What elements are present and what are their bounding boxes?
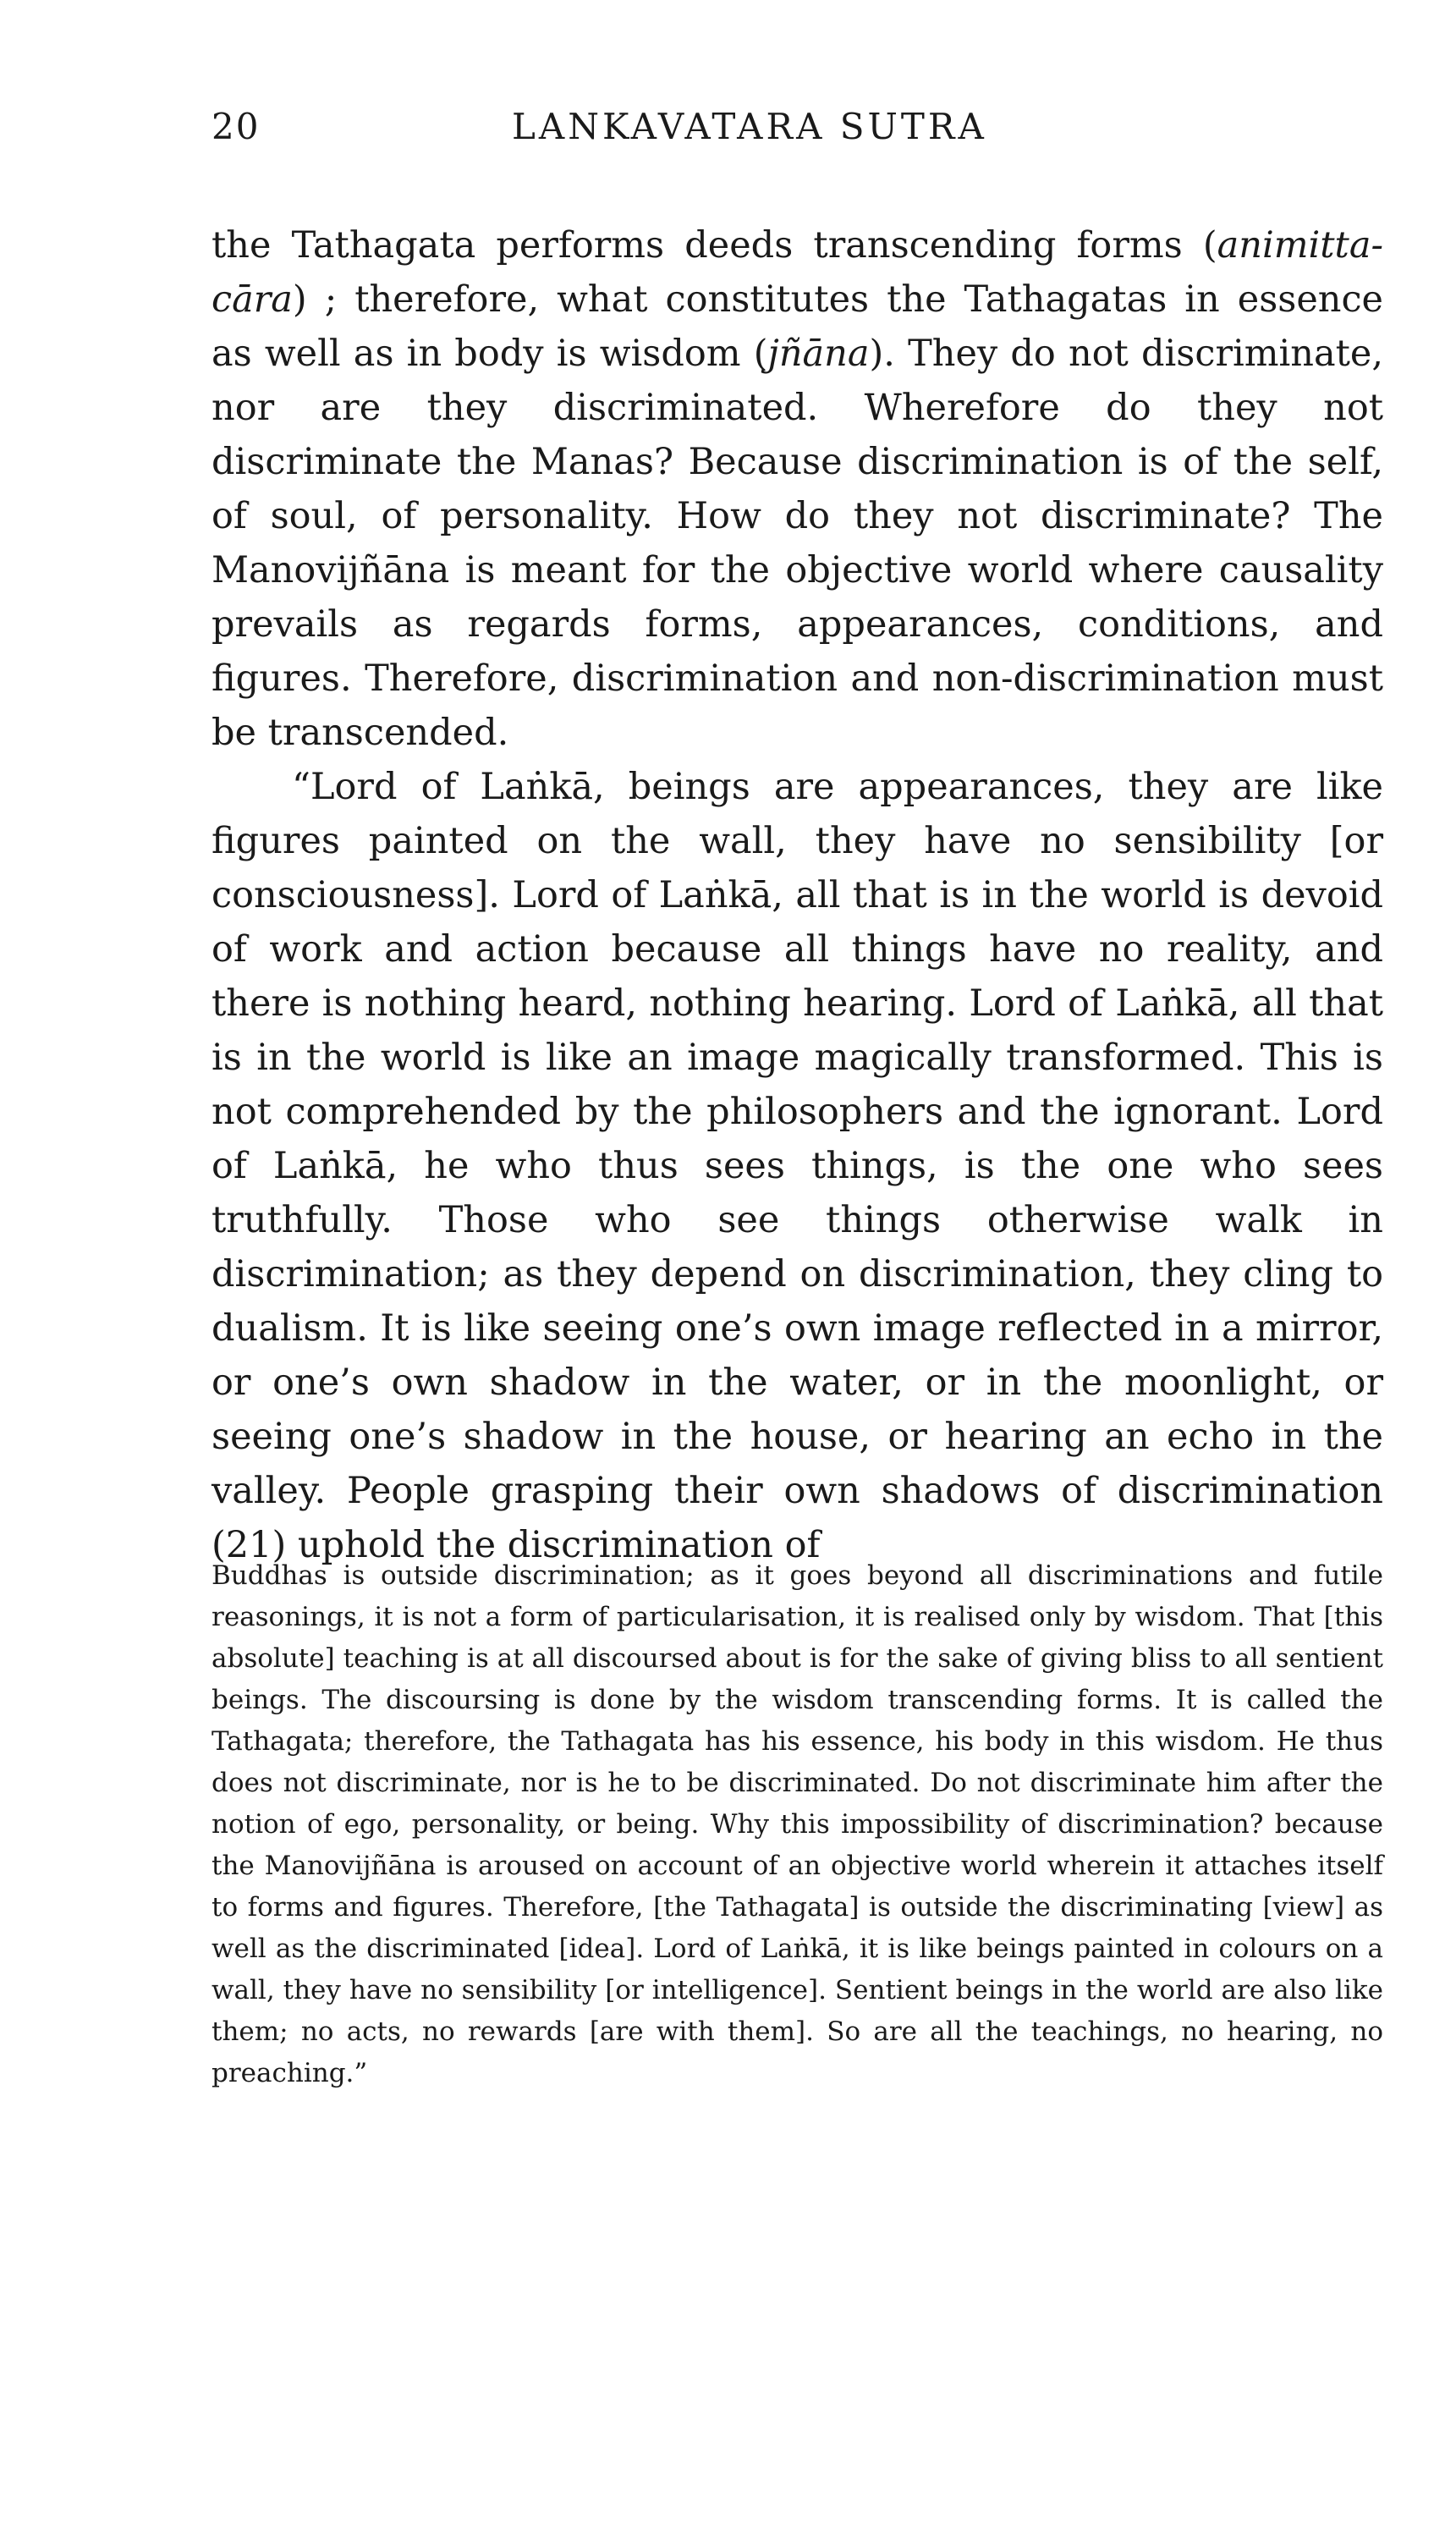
paragraph-1-part-b: ) ; therefore, what constitutes the Tathagatas in essence as well as in body is wisdom ( xyxy=(212,278,1383,375)
paragraph-1-part-c: ). They do not discriminate, nor are they discriminated. Wherefore do they not discriminate the Manas? Because discrimination is of the self, of soul, of personality. How do they not discriminate? The Manovijñāna is meant for the objective world where causality prevails as regards forms, appearances, conditions, and figures. Therefore, discrimination and non-discrimination must be transcended. xyxy=(212,333,1384,754)
page-number: 20 xyxy=(212,106,261,147)
paragraph-1 xyxy=(212,218,1383,760)
main-text xyxy=(212,218,1383,1572)
term-jnana: jñāna xyxy=(767,333,870,375)
book-title: LANKAVATARA SUTRA xyxy=(512,106,987,147)
running-head xyxy=(212,106,1396,157)
term-animitta-cara: animitta-cāra xyxy=(212,224,1383,321)
paragraph-2: “Lord of Laṅkā, beings are appearances, they are like figures painted on the wall, they have no sensibility [or consciousness]. Lord of Laṅkā, all that is in the world is devoid of work and action because all things have no reality, and there is nothing heard, nothing hearing. Lord of Laṅkā, all that is in the world is like an image magically transformed. This is not comprehended by the philosophers and the ignorant. Lord of Laṅkā, he who thus sees things, is the one who sees truthfully. Those who see things otherwise walk in discrimination; as they depend on discrimination, they cling to dualism. It is like seeing one’s own image reflected in a mirror, or one’s own shadow in the water, or in the moonlight, or seeing one’s shadow in the house, or hearing an echo in the valley. People grasping their own shadows of discrimination (21) uphold the discrimination of xyxy=(212,766,1383,1566)
translator-note xyxy=(212,1555,1383,2094)
paragraph-1-part-a: the Tathagata performs deeds transcending forms ( xyxy=(212,224,1217,267)
note-paragraph: Buddhas is outside discrimination; as it goes beyond all discriminations and futile reasonings, it is not a form of particularisation, it is realised only by wisdom. That [this absolute] teaching is at all discoursed about is for the sake of giving bliss to all sentient beings. The discoursing is done by the wisdom transcending forms. It is called the Tathagata; therefore, the Tathagata has his essence, his body in this wisdom. He thus does not discriminate, nor is he to be discriminated. Do not discriminate him after the notion of ego, personality, or being. Why this impossibility of discrimination? because the Manovijñāna is aroused on account of an objective world wherein it attaches itself to forms and figures. Therefore, [the Tathagata] is outside the discriminating [view] as well as the discriminated [idea]. Lord of Laṅkā, it is like beings painted in colours on a wall, they have no sensibility [or intelligence]. Sentient beings in the world are also like them; no acts, no rewards [are with them]. So are all the teachings, no hearing, no preaching.” xyxy=(212,1560,1383,2088)
